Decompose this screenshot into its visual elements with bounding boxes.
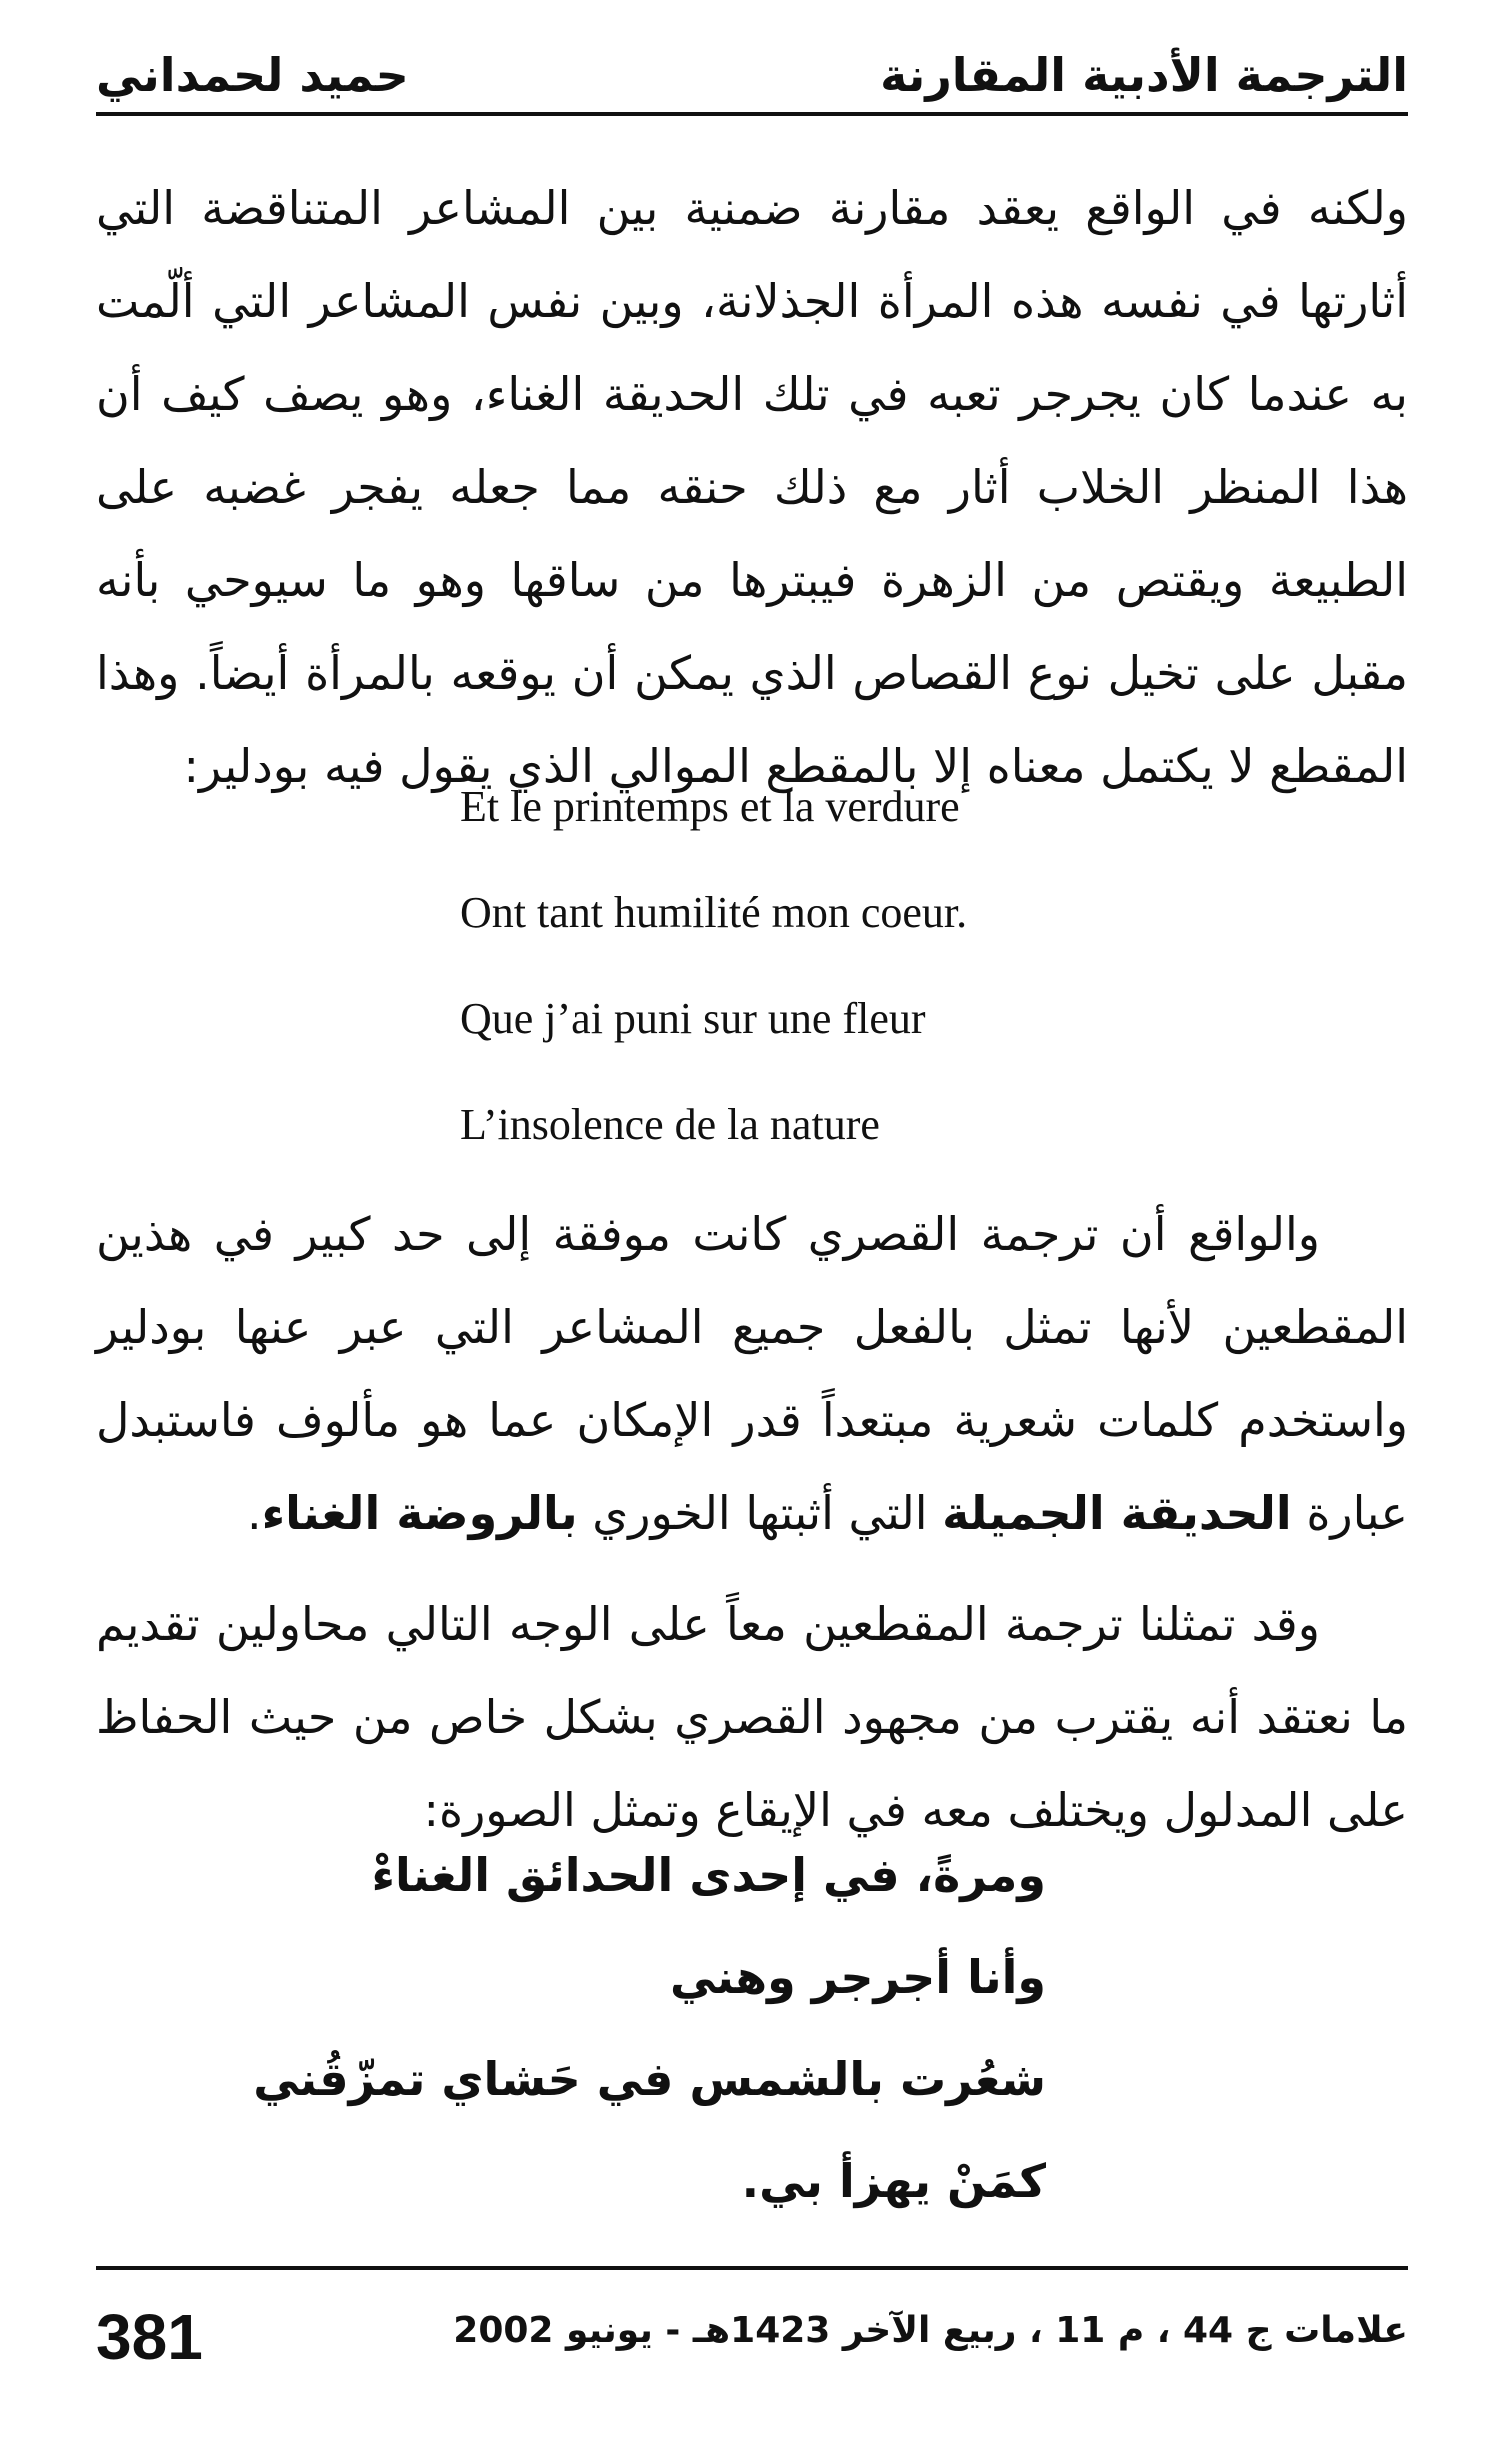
french-verse-line: Ont tant humilité mon coeur.: [460, 888, 968, 937]
paragraph-1: ولكنه في الواقع يعقد مقارنة ضمنية بين المشاعر المتناقضة التي أثارتها في نفسه هذه المرأة الجذلانة، وبين نفس المشاعر التي ألّمت به عندما كان يجرجر تعبه في تلك الحديقة الغناء، وهو يصف كيف أن هذا المنظر الخلاب أثار مع ذلك حنقه مما جعله يفجر غضبه على الطبيعة ويقتص من الزهرة فيبترها من ساقها وهو ما سيوحي بأنه مقبل على تخيل نوع القصاص الذي يمكن أن يوقعه بالمرأة أيضاً. وهذا المقطع لا يكتمل معناه إلا بالمقطع الموالي الذي يقول فيه بودلير:: [96, 181, 1408, 793]
arabic-verse-line: كمَنْ يهزأ بي.: [741, 2154, 1046, 2208]
bold-phrase: بالروضة الغناء: [261, 1486, 578, 1540]
bold-phrase: الحديقة الجميلة: [942, 1486, 1292, 1540]
paragraph-2-middle: التي أثبتها الخوري: [592, 1486, 928, 1540]
french-verse-line: Que j’ai puni sur une fleur: [460, 994, 926, 1043]
paragraph-2: [96, 1188, 1408, 1560]
running-author: حميد لحمداني: [96, 48, 409, 102]
page-number: 381: [96, 2301, 203, 2373]
arabic-verse-line: وأنا أجرجر وهني: [669, 1950, 1046, 2004]
journal-citation: علامات ج 44 ، م 11 ، ربيع الآخر 1423هـ - يونيو 2002: [453, 2310, 1408, 2351]
page-header: [96, 30, 1408, 116]
french-verse-line: Et le printemps et la verdure: [460, 782, 960, 831]
paragraph-2-end: .: [247, 1486, 262, 1540]
french-verse-line: L’insolence de la nature: [460, 1100, 880, 1149]
arabic-verse-line: ومرةً، في إحدى الحدائق الغناءْ: [371, 1848, 1046, 1902]
paragraph-3: وقد تمثلنا ترجمة المقطعين معاً على الوجه التالي محاولين تقديم ما نعتقد أنه يقترب من مجهود القصري بشكل خاص من حيث الحفاظ على المدلول ويختلف معه في الإيقاع وتمثل الصورة:: [96, 1597, 1408, 1837]
page-footer: [96, 2266, 1408, 2410]
paragraph-2-text: والواقع أن ترجمة القصري كانت موفقة إلى حد كبير في هذين المقطعين لأنها تمثل بالفعل جميع المشاعر التي عبر عنها بودلير واستخدم كلمات شعرية مبتعداً قدر الإمكان عما هو مألوف فاستبدل عبارة: [96, 1207, 1408, 1540]
arabic-verse-line: شعُرت بالشمس في حَشاي تمزّقُني: [253, 2052, 1046, 2106]
running-title: الترجمة الأدبية المقارنة: [880, 48, 1408, 102]
